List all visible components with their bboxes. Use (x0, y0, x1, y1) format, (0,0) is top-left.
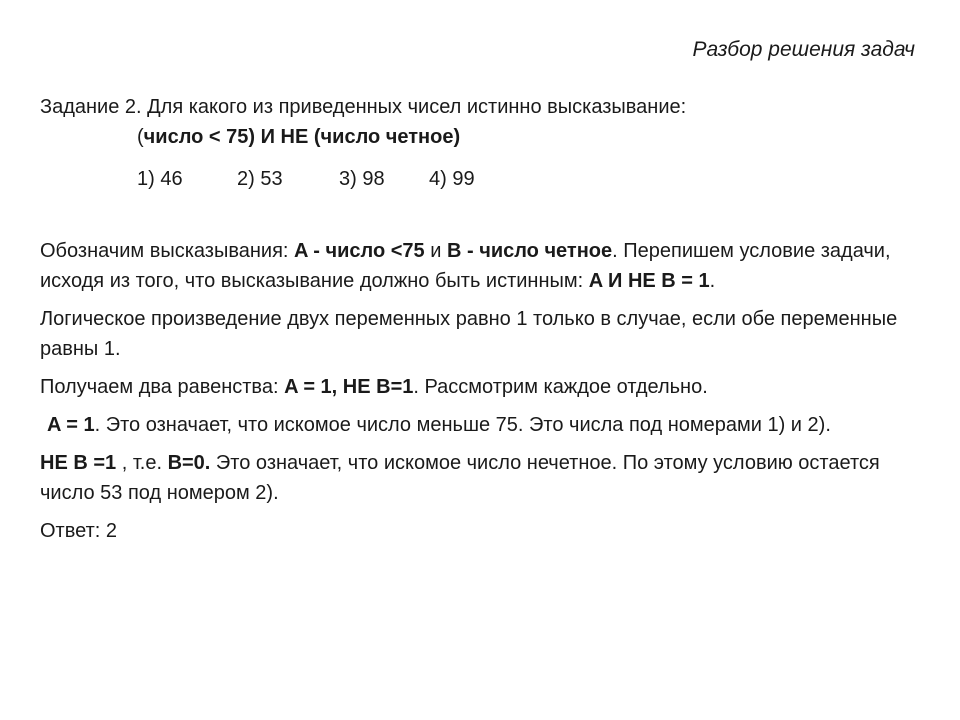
solution-paragraph-4: A = 1. Это означает, что искомое число меньше 75. Это числа под номерами 1) и 2). (47, 414, 831, 436)
solution-paragraph-2: Логическое произведение двух переменных равно 1 только в случае, если обе переменные равны 1. (40, 308, 898, 360)
slide-header: Разбор решения задач (692, 38, 915, 61)
slide-content (40, 92, 920, 546)
answer-option-1: 1) 46 (137, 168, 183, 190)
answer-option-4: 4) 99 (429, 168, 475, 190)
solution-paragraph-5: НЕ B =1 , т.е. B=0. Это означает, что искомое число нечетное. По этому условию остается число 53 под номером 2). (40, 452, 880, 504)
answer-options (137, 164, 920, 194)
answer-option-2: 2) 53 (237, 168, 283, 190)
solution-paragraph-3: Получаем два равенства: A = 1, НЕ B=1. Рассмотрим каждое отдельно. (40, 376, 708, 398)
solution-paragraph-1: Обозначим высказывания: A - число <75 и B - число четное. Перепишем условие задачи, исходя из того, что высказывание должно быть истинным: A И НЕ B = 1. (40, 240, 891, 292)
task-statement: Задание 2. Для какого из приведенных чисел истинно высказывание: (40, 96, 687, 118)
formula-bold: число < 75) И НЕ (число четное) (143, 126, 461, 148)
answer-option-3: 3) 98 (339, 168, 385, 190)
answer-line: Ответ: 2 (40, 520, 117, 542)
task-formula: (число < 75) И НЕ (число четное) (137, 126, 461, 148)
